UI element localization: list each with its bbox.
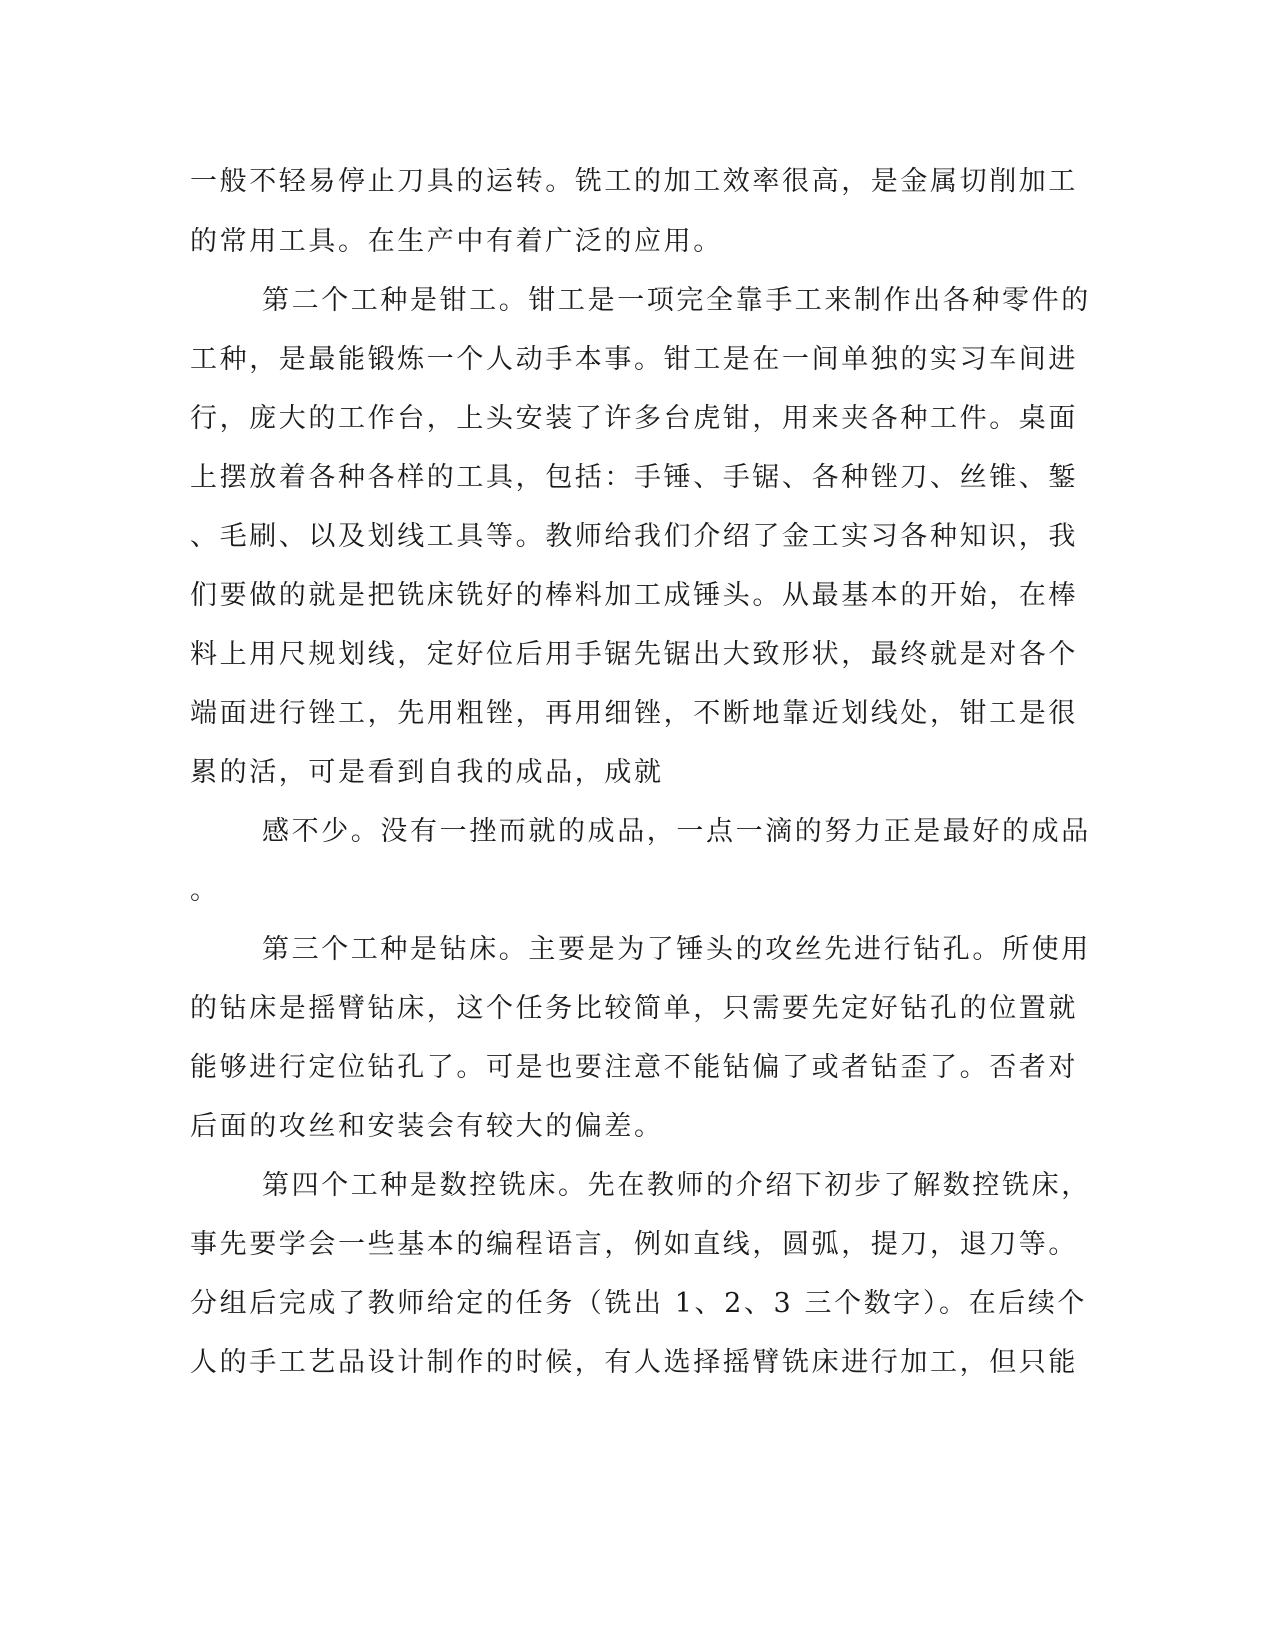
text-line: 行，庞大的工作台，上头安装了许多台虎钳，用来夹各种工件。桌面 [190,403,1078,434]
text-line: 料上用尺规划线，定好位后用手锯先锯出大致形状，最终就是对各个 [190,639,1078,670]
text-line: 累的活，可是看到自我的成品，成就 [190,757,664,788]
text-line: 后面的攻丝和安装会有较大的偏差。 [190,1111,664,1142]
text-line: 、毛刷、以及划线工具等。教师给我们介绍了金工实习各种知识，我 [190,521,1078,552]
paragraph-start-line: 第二个工种是钳工。钳工是一项完全靠手工来制作出各种零件的 [262,285,1091,316]
paragraph-start-line: 第四个工种是数控铣床。先在教师的介绍下初步了解数控铣床， [262,1170,1091,1201]
text-line: 一般不轻易停止刀具的运转。铣工的加工效率很高，是金属切削加工 [190,166,1078,197]
paragraph-start-line: 第三个工种是钻床。主要是为了锤头的攻丝先进行钻孔。所使用 [262,934,1091,965]
text-line: 。 [190,875,220,906]
text-line: 人的手工艺品设计制作的时候，有人选择摇臂铣床进行加工，但只能 [190,1347,1078,1378]
paragraph-start-line: 感不少。没有一挫而就的成品，一点一滴的努力正是最好的成品 [262,816,1091,847]
text-line: 的常用工具。在生产中有着广泛的应用。 [190,226,723,257]
text-line: 端面进行锉工，先用粗锉，再用细锉，不断地靠近划线处，钳工是很 [190,698,1078,729]
text-line: 的钻床是摇臂钻床，这个任务比较简单，只需要先定好钻孔的位置就 [190,993,1078,1024]
text-line: 事先要学会一些基本的编程语言，例如直线，圆弧，提刀，退刀等。 [190,1229,1078,1260]
text-line: 分组后完成了教师给定的任务（铣出 1、2、3 三个数字）。在后续个 [190,1288,1087,1319]
text-line: 们要做的就是把铣床铣好的棒料加工成锤头。从最基本的开始，在棒 [190,580,1078,611]
text-line: 工种，是最能锻炼一个人动手本事。钳工是在一间单独的实习车间进 [190,344,1078,375]
text-line: 上摆放着各种各样的工具，包括：手锤、手锯、各种锉刀、丝锥、錾 [190,462,1078,493]
text-line: 能够进行定位钻孔了。可是也要注意不能钻偏了或者钻歪了。否者对 [190,1052,1078,1083]
